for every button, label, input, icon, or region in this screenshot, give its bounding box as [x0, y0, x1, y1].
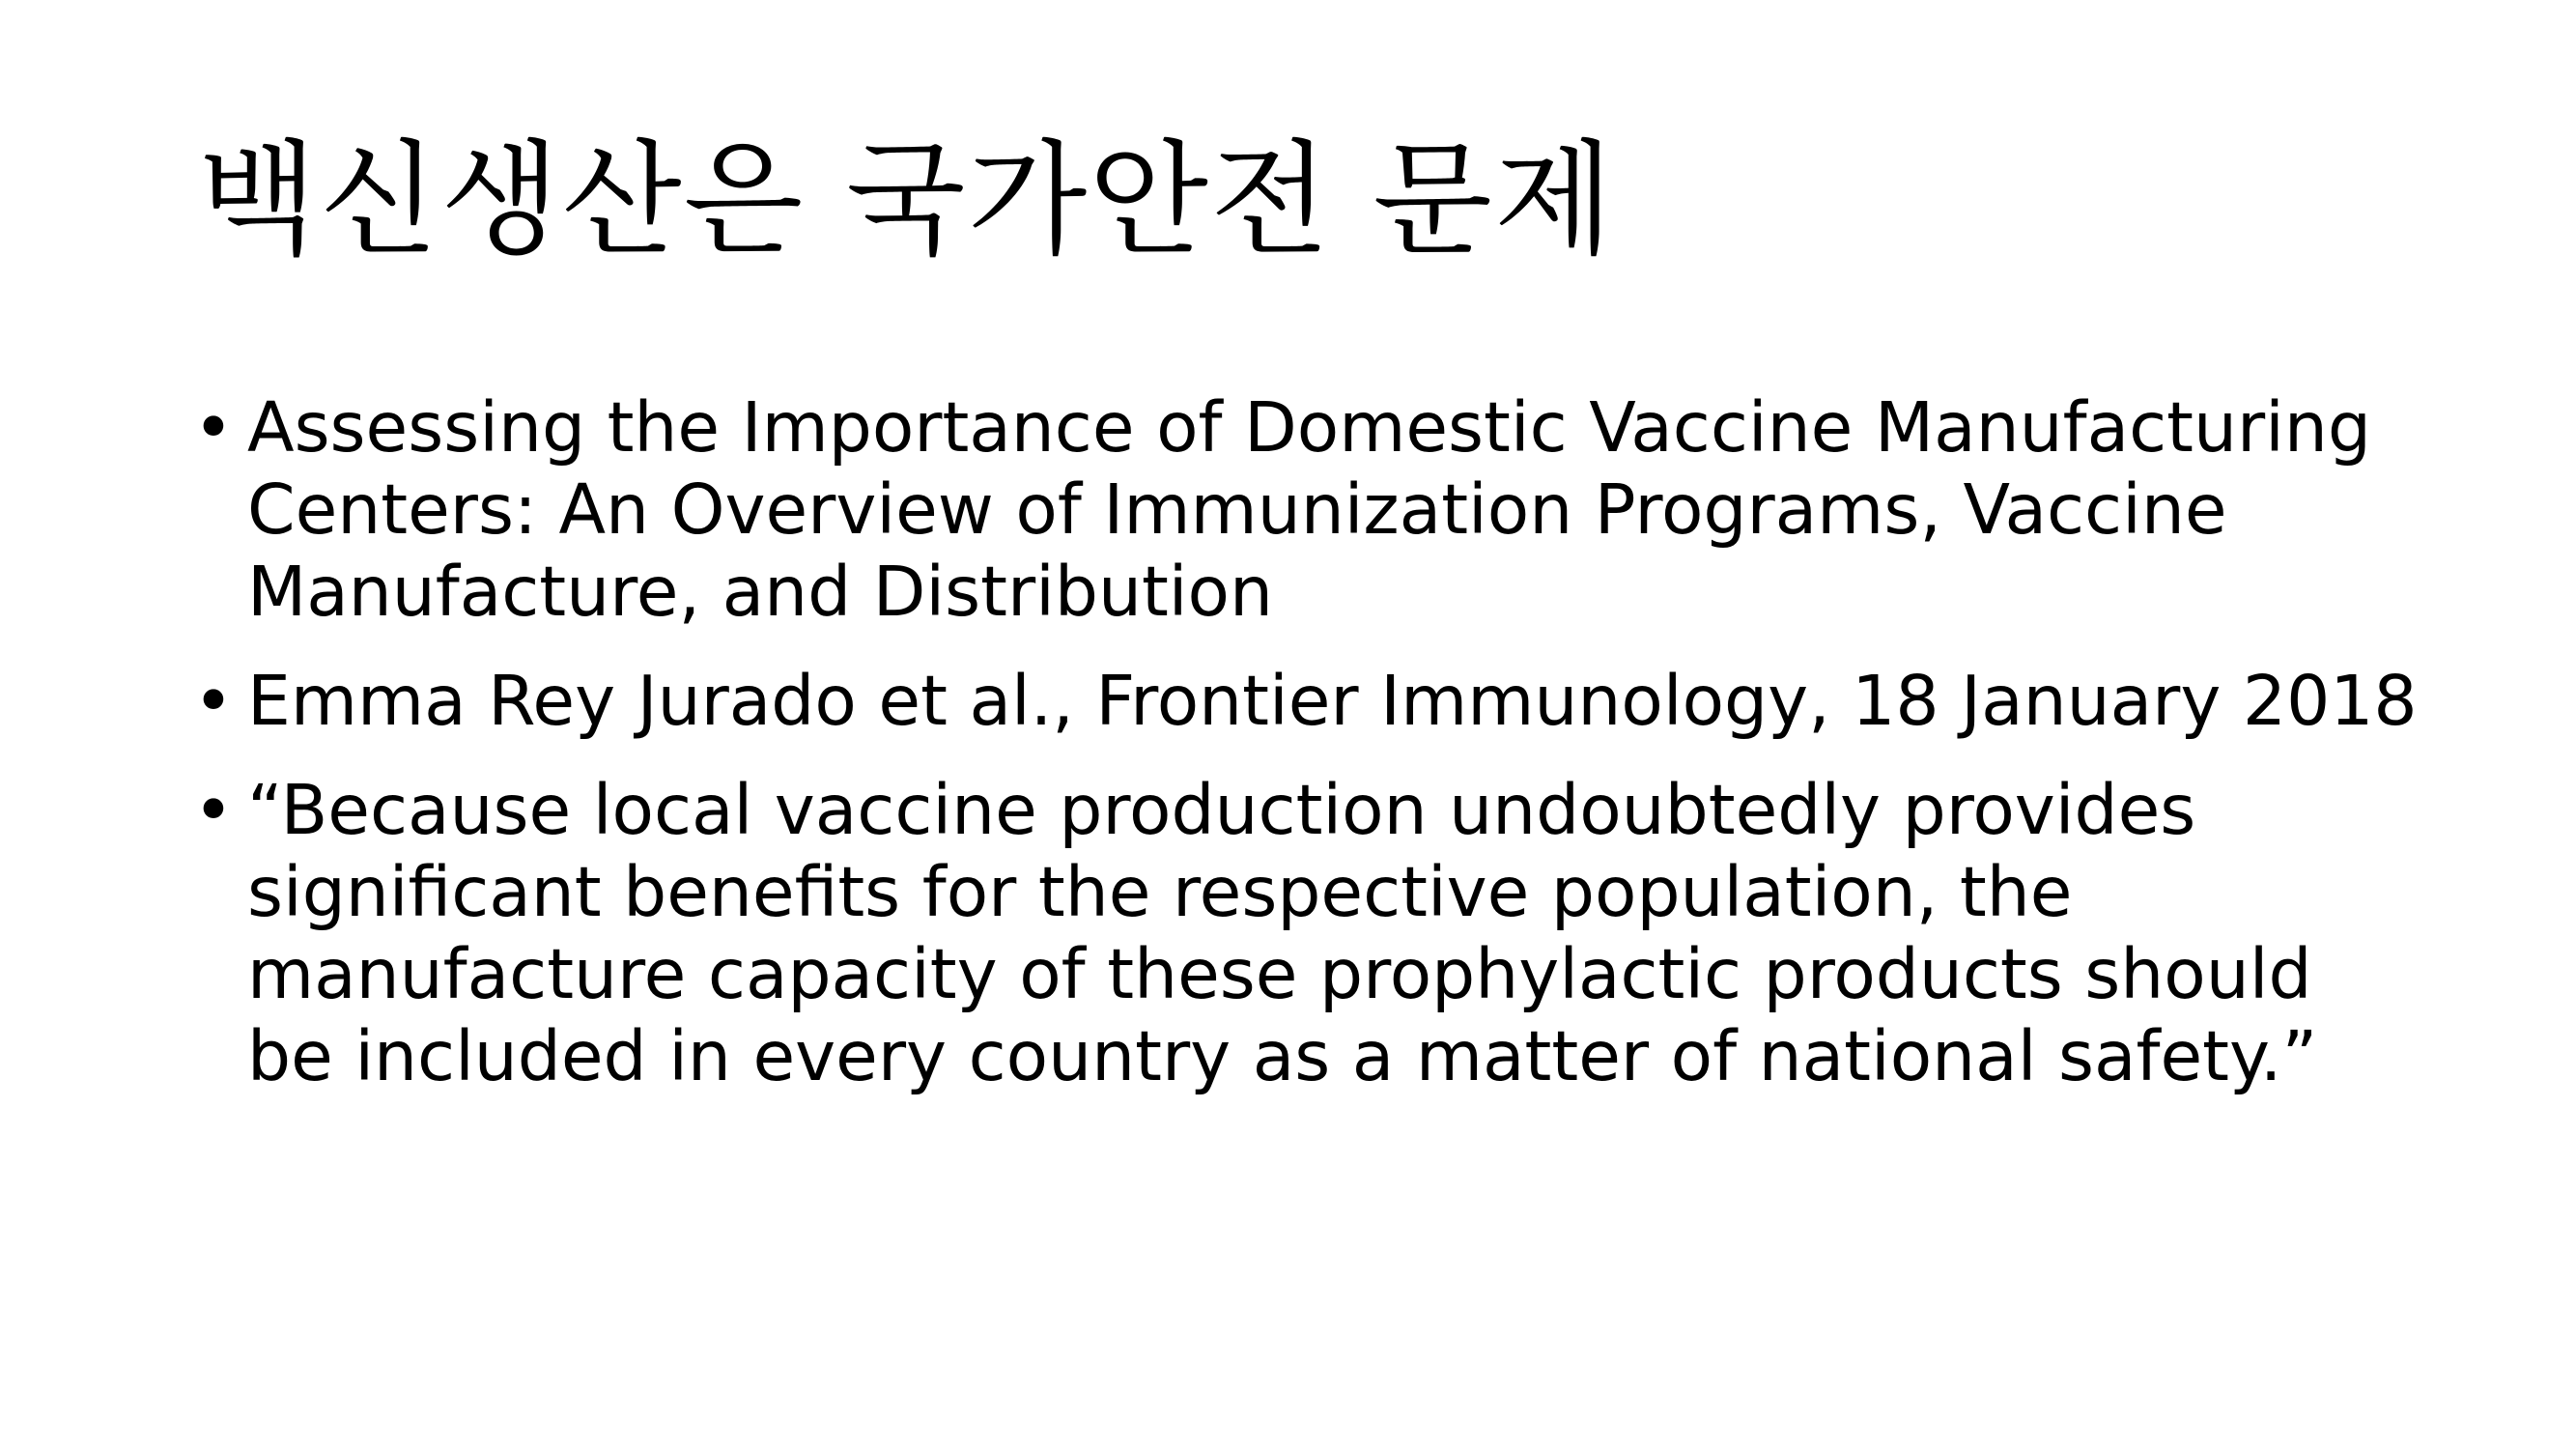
bullet-text-line: be included in every country as a matter of national safety.”: [247, 1016, 2318, 1096]
bullet-text-line: Emma Rey Jurado et al., Frontier Immunology, 18 January 2018: [247, 661, 2418, 741]
bullet-icon: •: [193, 387, 234, 468]
slide-title: 백신생산은 국가안전 문제: [198, 128, 1616, 272]
bullet-icon: •: [193, 661, 234, 741]
bullet-list: [193, 386, 2418, 1124]
bullet-item-quote: [193, 769, 2415, 1097]
bullet-icon: •: [193, 770, 234, 850]
bullet-item-citation: [193, 660, 2418, 742]
bullet-text-line: manufacture capacity of these prophylactic products should: [247, 934, 2312, 1014]
bullet-item-article-title: [193, 386, 2415, 633]
bullet-text-line: Centers: An Overview of Immunization Programs, Vaccine: [247, 469, 2227, 550]
bullet-text-line: “Because local vaccine production undoubtedly provides: [247, 770, 2196, 850]
bullet-text-line: significant benefits for the respective population, the: [247, 852, 2073, 932]
bullet-text-line: Manufacture, and Distribution: [247, 552, 1273, 632]
bullet-text-line: Assessing the Importance of Domestic Vaccine Manufacturing: [247, 387, 2371, 468]
